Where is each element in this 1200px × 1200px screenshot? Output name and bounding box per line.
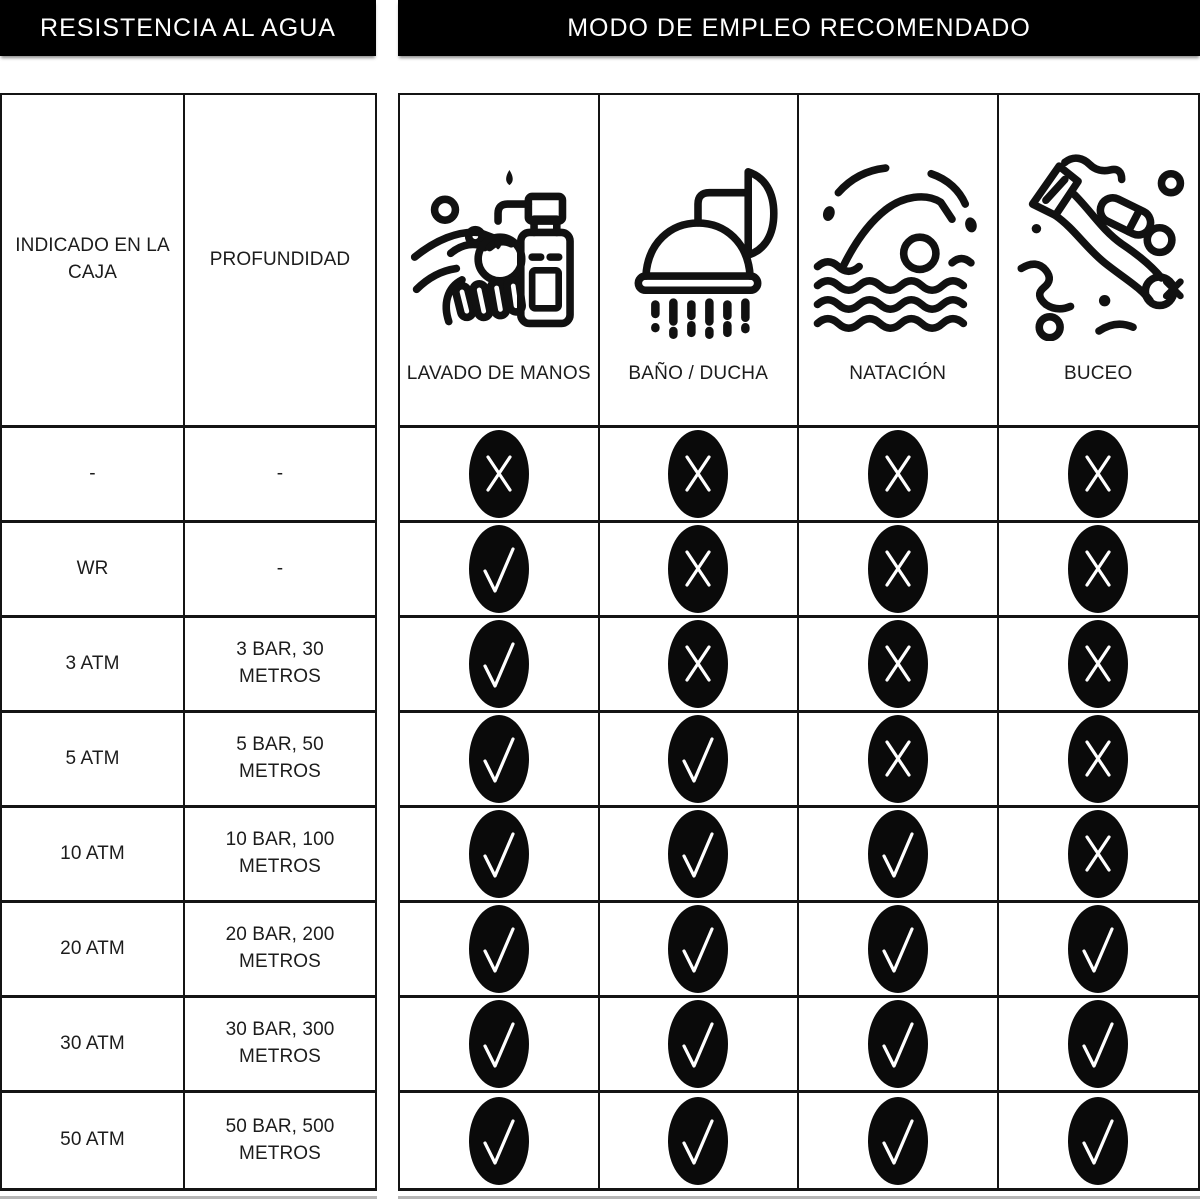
- check-mark-icon: [469, 905, 529, 993]
- usage-cell: [600, 903, 800, 998]
- case-marking-cell: WR: [2, 523, 185, 618]
- shower-icon: [608, 141, 788, 341]
- table-cutoff-line-left: [0, 1196, 377, 1199]
- check-mark-icon: [668, 715, 728, 803]
- usage-column-handwash: [400, 95, 600, 428]
- table-cutoff-line-right: [398, 1196, 1200, 1199]
- usage-mode-header: [398, 0, 1200, 56]
- usage-cell: [400, 428, 600, 523]
- usage-cell: [999, 1093, 1199, 1188]
- check-mark-icon: [668, 810, 728, 898]
- usage-cell: [600, 808, 800, 903]
- case-marking-cell: 20 ATM: [2, 903, 185, 998]
- usage-cell: [400, 618, 600, 713]
- usage-column-shower: [600, 95, 800, 428]
- usage-cell: [799, 713, 999, 808]
- usage-cell: [799, 808, 999, 903]
- usage-cell: [999, 618, 1199, 713]
- case-marking-cell: 10 ATM: [2, 808, 185, 903]
- diving-icon-wrap: [1008, 95, 1188, 361]
- check-mark-icon: [868, 1097, 928, 1185]
- usage-cell: [600, 998, 800, 1093]
- check-mark-icon: [469, 1097, 529, 1185]
- usage-table: [398, 93, 1200, 1191]
- swimming-icon: [808, 141, 988, 341]
- cross-mark-icon: [1068, 525, 1128, 613]
- cross-mark-icon: [868, 430, 928, 518]
- case-marking-cell: 50 ATM: [2, 1093, 185, 1188]
- cross-mark-icon: [668, 525, 728, 613]
- case-marking-cell: 3 ATM: [2, 618, 185, 713]
- usage-cell: [999, 713, 1199, 808]
- cross-mark-icon: [1068, 810, 1128, 898]
- water-resistance-header: [0, 0, 376, 56]
- usage-cell: [400, 1093, 600, 1188]
- usage-cell: [400, 808, 600, 903]
- check-mark-icon: [868, 905, 928, 993]
- usage-cell: [400, 523, 600, 618]
- usage-cell: [600, 1093, 800, 1188]
- usage-cell: [400, 998, 600, 1093]
- shower-icon-wrap: [608, 95, 788, 361]
- cross-mark-icon: [1068, 620, 1128, 708]
- check-mark-icon: [1068, 1097, 1128, 1185]
- depth-cell: 10 BAR, 100 METROS: [185, 808, 375, 903]
- check-mark-icon: [868, 1000, 928, 1088]
- depth-cell: 5 BAR, 50 METROS: [185, 713, 375, 808]
- depth-cell: 50 BAR, 500 METROS: [225, 1115, 335, 1164]
- check-mark-icon: [469, 525, 529, 613]
- cross-mark-icon: [668, 430, 728, 518]
- handwash-icon: [409, 141, 589, 341]
- usage-cell: [999, 428, 1199, 523]
- check-mark-icon: [469, 620, 529, 708]
- resistance-table: [0, 93, 377, 1191]
- usage-column-label: BUCEO: [1063, 363, 1133, 384]
- usage-cell: [799, 998, 999, 1093]
- check-mark-icon: [668, 1097, 728, 1185]
- check-mark-icon: [1068, 1000, 1128, 1088]
- depth-cell: 20 BAR, 200 METROS: [185, 903, 375, 998]
- case-marking-cell: -: [2, 428, 185, 523]
- depth-cell: -: [185, 428, 375, 523]
- usage-cell: [799, 523, 999, 618]
- check-mark-icon: [668, 905, 728, 993]
- check-mark-icon: [1068, 905, 1128, 993]
- check-mark-icon: [668, 1000, 728, 1088]
- case-marking-column-header: INDICADO EN LA CAJA: [2, 95, 185, 428]
- check-mark-icon: [469, 810, 529, 898]
- cross-mark-icon: [868, 525, 928, 613]
- depth-cell: -: [185, 523, 375, 618]
- usage-cell: [799, 428, 999, 523]
- water-resistance-title: RESISTENCIA AL AGUA: [40, 13, 336, 42]
- cross-mark-icon: [868, 715, 928, 803]
- usage-column-label: NATACIÓN: [849, 363, 947, 384]
- swimming-icon-wrap: [808, 95, 988, 361]
- cross-mark-icon: [868, 620, 928, 708]
- usage-column-label: BAÑO / DUCHA: [628, 363, 769, 384]
- usage-cell: [799, 618, 999, 713]
- usage-cell: [999, 903, 1199, 998]
- handwash-icon-wrap: [409, 95, 589, 361]
- depth-cell: 30 BAR, 300 METROS: [185, 998, 375, 1093]
- usage-cell: [999, 998, 1199, 1093]
- depth-column-header: PROFUNDIDAD: [185, 95, 375, 428]
- cross-mark-icon: [1068, 430, 1128, 518]
- check-mark-icon: [868, 810, 928, 898]
- cross-mark-icon: [668, 620, 728, 708]
- case-marking-cell: 30 ATM: [2, 998, 185, 1093]
- usage-cell: [600, 713, 800, 808]
- usage-cell: [799, 903, 999, 998]
- check-mark-icon: [469, 715, 529, 803]
- usage-cell: [600, 523, 800, 618]
- usage-cell: [999, 523, 1199, 618]
- usage-cell: [600, 428, 800, 523]
- usage-mode-title: MODO DE EMPLEO RECOMENDADO: [567, 13, 1031, 42]
- usage-column-diving: [999, 95, 1199, 428]
- usage-cell: [400, 903, 600, 998]
- usage-cell: [600, 618, 800, 713]
- check-mark-icon: [469, 1000, 529, 1088]
- usage-cell: [999, 808, 1199, 903]
- diving-icon: [1008, 141, 1188, 341]
- usage-column-swimming: [799, 95, 999, 428]
- usage-cell: [400, 713, 600, 808]
- depth-cell: 3 BAR, 30 METROS: [185, 618, 375, 713]
- cross-mark-icon: [469, 430, 529, 518]
- cross-mark-icon: [1068, 715, 1128, 803]
- usage-column-label: LAVADO DE MANOS: [406, 363, 591, 384]
- case-marking-cell: 5 ATM: [2, 713, 185, 808]
- usage-cell: [799, 1093, 999, 1188]
